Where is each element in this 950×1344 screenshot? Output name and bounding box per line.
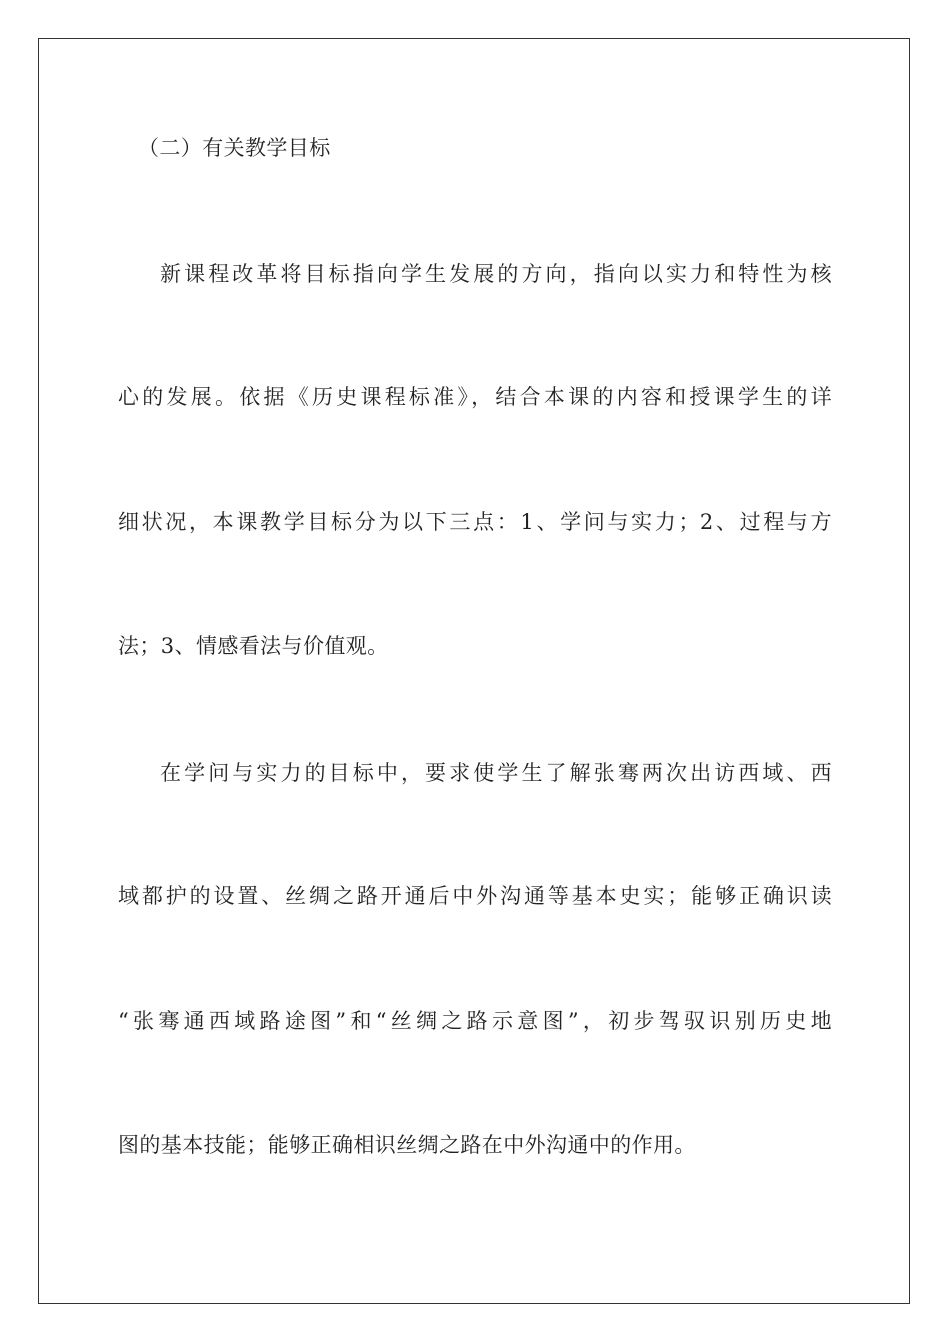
paragraph-1-line-2: 心的发展。依据《历史课程标准》，结合本课的内容和授课学生的详	[118, 385, 832, 409]
paragraph-2-line-1: 在学问与实力的目标中，要求使学生了解张骞两次出访西域、西	[160, 761, 832, 785]
paragraph-2-line-2: 域都护的设置、丝绸之路开通后中外沟通等基本史实；能够正确识读	[118, 884, 832, 908]
paragraph-2-line-3: “张骞通西域路途图”和“丝绸之路示意图”，初步驾驭识别历史地	[118, 1009, 832, 1033]
paragraph-1-line-4: 法；3、情感看法与价值观。	[118, 634, 389, 658]
paragraph-1-line-3: 细状况，本课教学目标分为以下三点：1、学问与实力；2、过程与方	[118, 510, 832, 534]
paragraph-2-line-4: 图的基本技能；能够正确相识丝绸之路在中外沟通中的作用。	[118, 1133, 696, 1157]
paragraph-1-line-1: 新课程改革将目标指向学生发展的方向，指向以实力和特性为核	[160, 262, 832, 286]
page-border	[38, 38, 910, 1304]
section-heading: （二）有关教学目标	[138, 136, 331, 160]
